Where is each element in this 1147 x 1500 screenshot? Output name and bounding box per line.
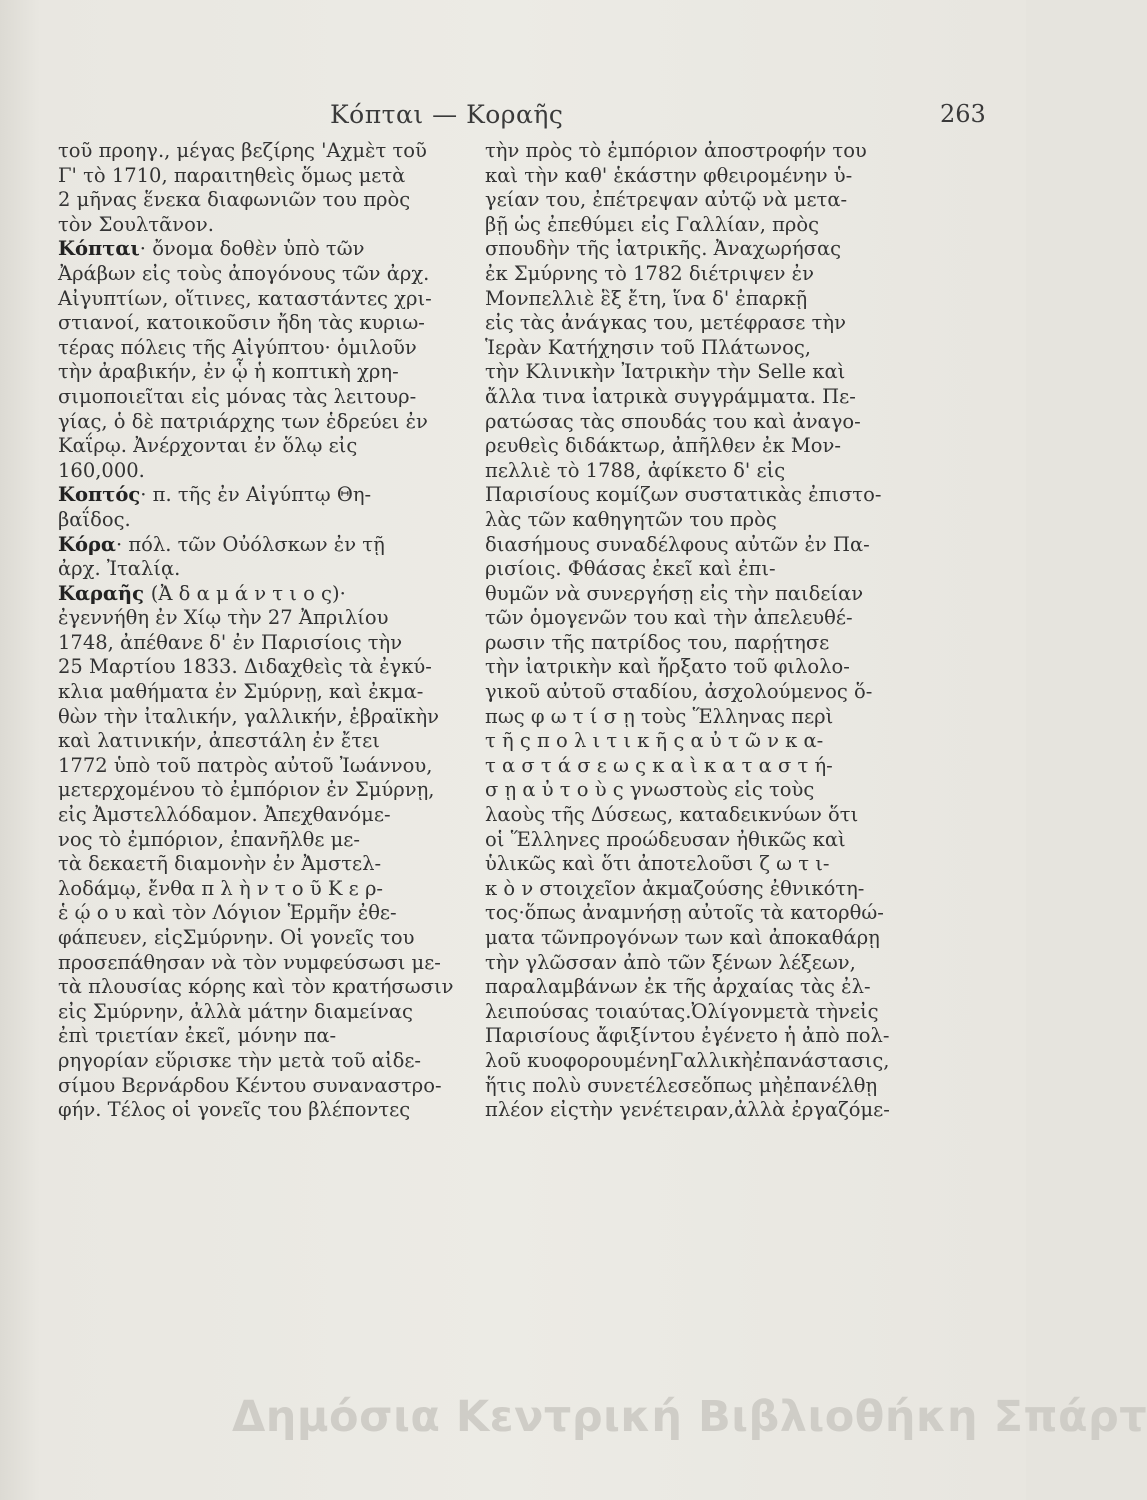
text-line: μετερχομένου τὸ ἐμπόριον ἐν Σμύρνῃ, [58, 778, 435, 802]
text-line: νος τὸ ἐμπόριον, ἐπανῆλθε με- [58, 827, 360, 851]
text-line: καὶ τὴν καθ' ἑκάστην φθειρομένην ὑ- [485, 163, 853, 187]
text-line: βαΐδος. [58, 507, 131, 531]
text-line: ματα τῶνπρογόνων των καὶ ἀποκαθάρῃ [485, 926, 880, 949]
text-line: Παρισίους κομίζων συστατικὰς ἐπιστο- [485, 483, 882, 507]
text-line: τος·ὅπως ἀναμνήσῃ αὐτοῖς τὰ κατορθώ- [485, 901, 884, 925]
text-line: Κόρα· πόλ. τῶν Οὐόλσκων ἐν τῇ [58, 532, 385, 556]
text-line: καὶ λατινικήν, ἀπεστάλη ἐν ἔτει [58, 729, 380, 753]
text-line: Αἰγυπτίων, οἵτινες, καταστάντες χρι- [58, 286, 432, 310]
text-line: Κοπτός· π. τῆς ἐν Αἰγύπτῳ Θη- [58, 483, 372, 507]
text-line: προσεπάθησαν νὰ τὸν νυμφεύσωσι με- [58, 950, 441, 974]
text-line: ἥτις πολὺ συνετέλεσεὅπως μὴἐπανέλθῃ [485, 1073, 878, 1097]
text-line: 160,000. [58, 458, 145, 482]
text-line: θὼν τὴν ἰταλικήν, γαλλικήν, ἑβραϊκὴν [58, 704, 439, 728]
text-line: ρηγορίαν εὕρισκε τὴν μετὰ τοῦ αἰδε- [58, 1048, 422, 1072]
text-line: πλέον εἰςτὴν γενέτειραν,ἀλλὰ ἐργαζόμε- [485, 1098, 890, 1122]
text-line: στιανοί, κατοικοῦσιν ἤδη τὰς κυριω- [58, 311, 425, 335]
text-line: Καΐρῳ. Ἀνέρχονται ἐν ὅλῳ εἰς [58, 434, 358, 458]
text-line: ἐπὶ τριετίαν ἐκεῖ, μόνην πα- [58, 1024, 337, 1048]
page-header [0, 96, 1026, 136]
text-line: τέρας πόλεις τῆς Αἰγύπτου· ὁμιλοῦν [58, 335, 417, 359]
text-line: λὰς τῶν καθηγητῶν του πρὸς [485, 507, 777, 531]
text-line: σίμου Βερνάρδου Κέντου συναναστρο- [58, 1073, 442, 1097]
text-line: τοῦ προηγ., μέγας βεζίρης 'Αχμὲτ τοῦ [58, 139, 427, 162]
text-line: Ἀράβων εἰς τοὺς ἀπογόνους τῶν ἀρχ. [58, 261, 430, 285]
text-line: ἐγεννήθη ἐν Χίῳ τὴν 27 Ἀπριλίου [58, 606, 389, 630]
text-line: 25 Μαρτίου 1833. Διδαχθεὶς τὰ ἐγκύ- [58, 655, 432, 679]
text-line: θυμῶν νὰ συνεργήσῃ εἰς τὴν παιδείαν [485, 581, 864, 605]
text-line: τ ῆ ς π ο λ ι τ ι κ ῆ ς α ὐ τ ῶ ν κ α- [485, 729, 824, 753]
text-line: Κόπται· ὄνομα δοθὲν ὑπὸ τῶν [58, 237, 365, 261]
text-line: τὴν Κλινικὴν Ἰατρικὴν τὴν Selle καὶ [485, 360, 846, 384]
entry-headword: Κόπται [58, 237, 140, 261]
text-line: πως φ ω τ ί σ ῃ τοὺς Ἕλληνας περὶ [485, 704, 834, 728]
text-line: ρωσιν τῆς πατρίδος του, παρῄτησε [485, 630, 830, 654]
text-line: διασήμους συναδέλφους αὐτῶν ἐν Πα- [485, 532, 870, 556]
text-line: τὴν γλῶσσαν ἀπὸ τῶν ξένων λέξεων, [485, 950, 856, 974]
text-line: τὴν ἰατρικὴν καὶ ἤρξατο τοῦ φιλολο- [485, 655, 850, 679]
text-line: τὰ πλουσίας κόρης καὶ τὸν κρατήσωσιν [58, 975, 454, 999]
entry-headword: Κοπτός [58, 483, 141, 507]
text-line: πελλιὲ τὸ 1788, ἀφίκετο δ' εἰς [485, 458, 786, 482]
text-line: 2 μῆνας ἕνεκα διαφωνιῶν του πρὸς [58, 188, 411, 212]
text-line: τὰ δεκαετῆ διαμονὴν ἐν Ἀμστελ- [58, 852, 382, 876]
left-column [58, 139, 454, 1123]
text-line: οἱ Ἕλληνες προώδευσαν ἠθικῶς καὶ [485, 827, 846, 851]
text-line: εἰς τὰς ἀνάγκας του, μετέφρασε τὴν [485, 311, 846, 335]
library-watermark: Δημόσια Κεντρική Βιβλιοθήκη Σπάρτ [232, 1392, 1147, 1442]
text-line: ἐκ Σμύρνης τὸ 1782 διέτριψεν ἐν [485, 261, 814, 285]
text-line: κ ὸ ν στοιχεῖον ἀκμαζούσης ἐθνικότη- [485, 876, 865, 900]
text-line: λαοὺς τῆς Δύσεως, καταδεικνύων ὅτι [485, 803, 859, 827]
entry-headword: Κόρα [58, 532, 116, 556]
text-line: 1772 ὑπὸ τοῦ πατρὸς αὐτοῦ Ἰωάννου, [58, 753, 433, 777]
text-line: Παρισίους ἄφιξίντου ἐγένετο ἡ ἀπὸ πολ- [485, 1024, 890, 1048]
text-line: παραλαμβάνων ἐκ τῆς ἀρχαίας τὰς ἐλ- [485, 975, 871, 999]
text-line: κλια μαθήματα ἐν Σμύρνῃ, καὶ ἐκμα- [58, 680, 424, 704]
text-line: εἰς Ἀμστελλόδαμον. Ἀπεχθανόμε- [58, 803, 391, 827]
text-line: 1748, ἀπέθανε δ' ἐν Παρισίοις τὴν [58, 630, 403, 654]
text-line: βῇ ὡς ἐπεθύμει εἰς Γαλλίαν, πρὸς [485, 212, 820, 236]
text-line: ρευθεὶς διδάκτωρ, ἀπῆλθεν ἐκ Μον- [485, 434, 841, 458]
text-line: τὸν Σουλτᾶνον. [58, 212, 214, 236]
text-line: λειπούσας τοιαύτας.Ὀλίγονμετὰ τὴνεἰς [485, 999, 879, 1023]
running-title: Κόπται — Κοραῆς [330, 100, 564, 129]
text-line: Καραῆς (Ἀ δ α μ ά ν τ ι ο ς)· [58, 581, 346, 605]
text-line: τὴν πρὸς τὸ ἐμπόριον ἀποστροφήν του [485, 139, 867, 162]
text-line: φάπευεν, εἰςΣμύρνην. Οἱ γονεῖς του [58, 926, 415, 949]
text-line: γίας, ὁ δὲ πατριάρχης των ἑδρεύει ἐν [58, 409, 428, 433]
text-line: σπουδὴν τῆς ἰατρικῆς. Ἀναχωρήσας [485, 237, 842, 261]
text-line: ἀρχ. Ἰταλίᾳ. [58, 557, 181, 581]
right-column [485, 139, 905, 1123]
text-line: γικοῦ αὐτοῦ σταδίου, ἀσχολούμενος ὅ- [485, 680, 873, 704]
text-line: ὑλικῶς καὶ ὅτι ἀποτελοῦσι ζ ω τ ι- [485, 852, 830, 876]
text-line: τ α σ τ ά σ ε ω ς κ α ὶ κ α τ α σ τ ή- [485, 753, 833, 777]
text-line: εἰς Σμύρνην, ἀλλὰ μάτην διαμείνας [58, 999, 413, 1023]
text-line: ρατώσας τὰς σπουδάς του καὶ ἀναγο- [485, 409, 861, 433]
text-line: γείαν του, ἐπέτρεψαν αὐτῷ νὰ μετα- [485, 188, 848, 212]
text-line: φήν. Τέλος οἱ γονεῖς του βλέποντες [58, 1098, 411, 1122]
text-line: λοδάμῳ, ἔνθα π λ ὴ ν τ ο ῦ Κ ε ρ- [58, 876, 384, 900]
text-line: σ ῃ α ὐ τ ο ὺ ς γνωστοὺς εἰς τοὺς [485, 778, 815, 802]
entry-headword: Καραῆς [58, 581, 151, 605]
text-line: ἄλλα τινα ἰατρικὰ συγγράμματα. Πε- [485, 384, 856, 408]
text-line: λοῦ κυοφορουμένηΓαλλικὴἐπανάστασις, [485, 1048, 890, 1072]
text-line: Μονπελλιὲ ἓξ ἔτη, ἵνα δ' ἐπαρκῇ [485, 286, 808, 310]
text-line: ρισίοις. Φθάσας ἐκεῖ καὶ ἐπι- [485, 557, 776, 581]
page-number: 263 [940, 100, 986, 128]
text-line: τὴν ἀραβικήν, ἐν ᾧ ἡ κοπτικὴ χρη- [58, 360, 399, 384]
text-line: Ἱερὰν Κατήχησιν τοῦ Πλάτωνος, [485, 335, 812, 359]
text-line: τῶν ὁμογενῶν του καὶ τὴν ἀπελευθέ- [485, 606, 853, 630]
text-line: Γ' τὸ 1710, παραιτηθεὶς ὅμως μετὰ [58, 163, 406, 187]
text-line: ἑ ῴ ο υ καὶ τὸν Λόγιον Ἑρμῆν ἐθε- [58, 901, 397, 925]
text-line: σιμοποιεῖται εἰς μόνας τὰς λειτουρ- [58, 384, 417, 408]
